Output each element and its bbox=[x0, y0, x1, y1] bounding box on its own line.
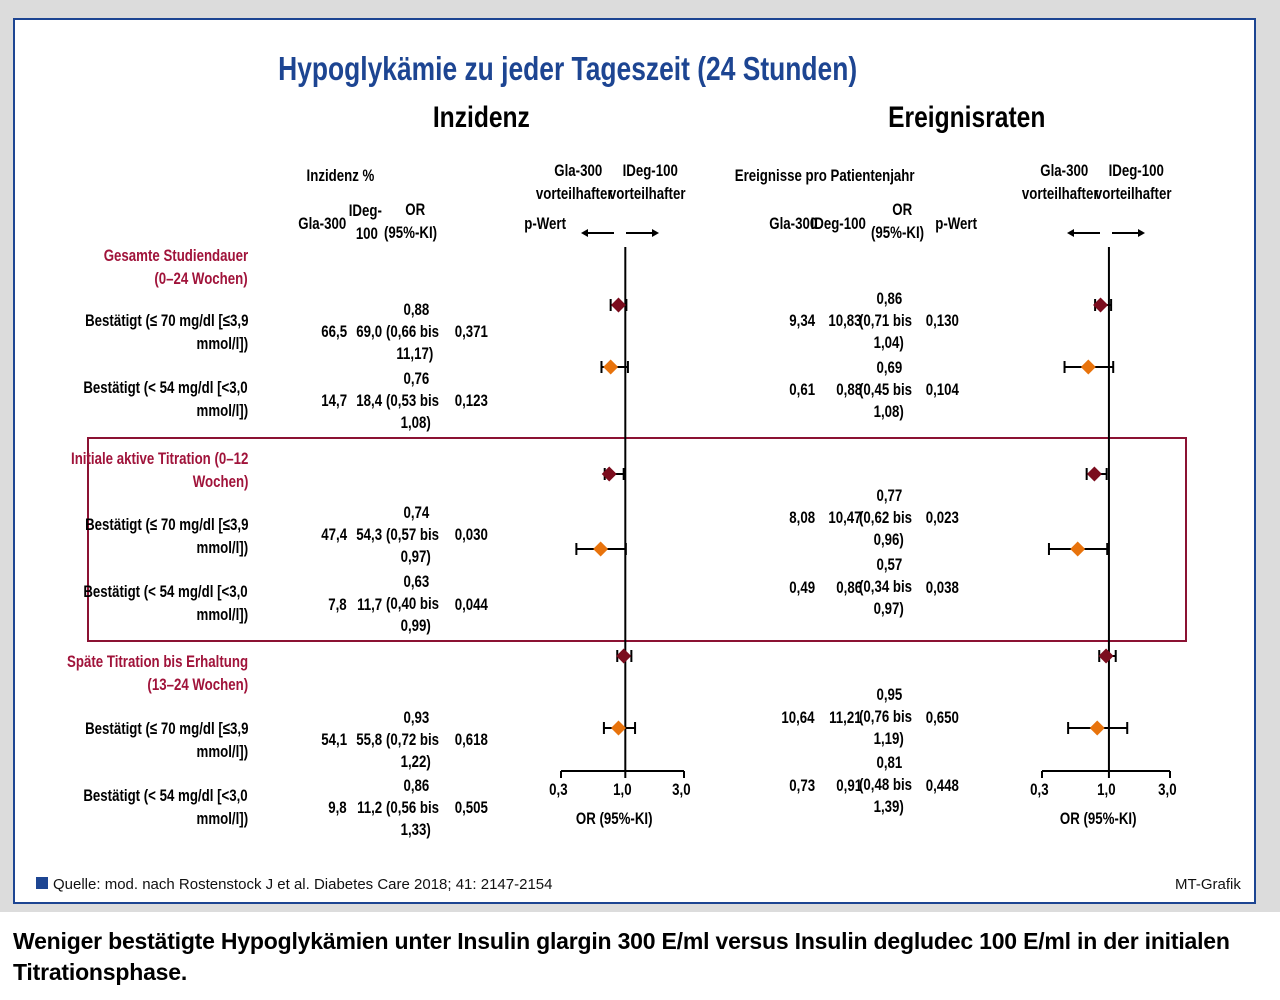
rate-or-value: (0,71 bis bbox=[858, 311, 913, 330]
favors-ideg100-label: IDeg-100 bbox=[622, 161, 678, 180]
rate-ideg100-value: 11,21 bbox=[829, 708, 862, 727]
header-or-ci: (95%-KI) bbox=[383, 223, 438, 242]
odds-ratio-marker bbox=[611, 721, 626, 736]
x-tick-label: 0,3 bbox=[549, 780, 568, 799]
arrow-left-icon bbox=[1067, 229, 1074, 237]
rate-or-value: (0,34 bis bbox=[858, 577, 913, 596]
incidence-gla300-value: 7,8 bbox=[328, 595, 347, 614]
highlight-box bbox=[88, 438, 1186, 641]
row-label: mmol/l]) bbox=[196, 605, 248, 624]
row-label: mmol/l]) bbox=[196, 401, 248, 420]
rate-or-value: 0,81 bbox=[876, 753, 903, 772]
odds-ratio-marker bbox=[593, 542, 608, 557]
row-label: Bestätigt (< 54 mg/dl [<3,0 bbox=[83, 378, 248, 397]
x-tick-label: 1,0 bbox=[1097, 780, 1116, 799]
panel-title-rates: Ereignisraten bbox=[888, 101, 1046, 134]
incidence-or-value: 0,86 bbox=[403, 776, 430, 795]
rate-gla300-value: 8,08 bbox=[789, 508, 815, 527]
group-label: Wochen) bbox=[192, 472, 248, 491]
group-label: Initiale aktive Titration (0–12 bbox=[70, 449, 248, 468]
row-label: Bestätigt (≤ 70 mg/dl [≤3,9 bbox=[84, 515, 248, 534]
header-or: OR bbox=[892, 200, 913, 219]
header-gla300: Gla-300 bbox=[769, 214, 818, 233]
odds-ratio-marker bbox=[1081, 360, 1096, 375]
incidence-p-value: 0,123 bbox=[454, 391, 488, 410]
rate-or-value: 1,04) bbox=[873, 333, 904, 352]
row-label: Bestätigt (< 54 mg/dl [<3,0 bbox=[83, 786, 248, 805]
rate-p-value: 0,448 bbox=[925, 776, 959, 795]
row-label: mmol/l]) bbox=[196, 809, 248, 828]
panel-title-incidence: Inzidenz bbox=[432, 101, 530, 134]
group-label: (13–24 Wochen) bbox=[147, 675, 248, 694]
header-p-value: p-Wert bbox=[524, 214, 566, 233]
rate-or-value: (0,45 bis bbox=[858, 380, 913, 399]
rate-p-value: 0,130 bbox=[925, 311, 959, 330]
rate-or-value: 0,97) bbox=[873, 599, 904, 618]
arrow-right-icon bbox=[652, 229, 659, 237]
odds-ratio-marker bbox=[603, 360, 618, 375]
incidence-ideg100-value: 18,4 bbox=[356, 391, 382, 410]
source-note bbox=[37, 876, 552, 893]
favors-ideg100-label: IDeg-100 bbox=[1108, 161, 1164, 180]
odds-ratio-marker bbox=[616, 649, 631, 664]
rate-p-value: 0,023 bbox=[925, 508, 959, 527]
x-tick-label: 3,0 bbox=[672, 780, 691, 799]
arrow-left-icon bbox=[581, 229, 588, 237]
incidence-or-value: 11,17) bbox=[396, 344, 434, 363]
incidence-or-value: (0,72 bis bbox=[385, 730, 440, 749]
rate-or-value: 0,95 bbox=[876, 685, 903, 704]
row-label: Bestätigt (< 54 mg/dl [<3,0 bbox=[83, 582, 248, 601]
rate-gla300-value: 9,34 bbox=[789, 311, 815, 330]
header-gla300: Gla-300 bbox=[298, 214, 347, 233]
header-p-value: p-Wert bbox=[935, 214, 977, 233]
header-incidence-percent: Inzidenz % bbox=[306, 166, 375, 185]
rate-or-value: 0,69 bbox=[876, 358, 903, 377]
header-or: OR bbox=[405, 200, 426, 219]
x-axis-label: OR (95%-KI) bbox=[1059, 809, 1137, 828]
incidence-gla300-value: 66,5 bbox=[321, 322, 347, 341]
incidence-p-value: 0,044 bbox=[454, 595, 488, 614]
header-ideg100: 100 bbox=[355, 224, 378, 243]
incidence-gla300-value: 14,7 bbox=[321, 391, 347, 410]
odds-ratio-marker bbox=[1099, 649, 1114, 664]
rate-ideg100-value: 10,83 bbox=[828, 311, 862, 330]
chart-title: Hypoglykämie zu jeder Tageszeit (24 Stunden) bbox=[278, 50, 858, 87]
favors-gla300-label: Gla-300 bbox=[1040, 161, 1089, 180]
incidence-or-value: 1,22) bbox=[400, 752, 431, 771]
incidence-ideg100-value: 55,8 bbox=[356, 730, 382, 749]
row-label: Bestätigt (≤ 70 mg/dl [≤3,9 bbox=[84, 311, 248, 330]
incidence-p-value: 0,618 bbox=[454, 730, 488, 749]
rate-or-value: (0,76 bis bbox=[858, 707, 913, 726]
incidence-gla300-value: 47,4 bbox=[321, 525, 347, 544]
favors-ideg100-label: vorteilhafter bbox=[608, 184, 686, 203]
rate-gla300-value: 0,49 bbox=[789, 578, 815, 597]
rate-ideg100-value: 0,88 bbox=[836, 380, 862, 399]
incidence-or-value: 0,93 bbox=[403, 708, 430, 727]
group-label: (0–24 Wochen) bbox=[154, 269, 248, 288]
credit-text: MT-Grafik bbox=[1175, 876, 1241, 893]
rate-ideg100-value: 10,47 bbox=[828, 508, 862, 527]
group-label: Späte Titration bis Erhaltung bbox=[67, 652, 248, 671]
rate-or-value: 0,77 bbox=[876, 486, 903, 505]
incidence-ideg100-value: 54,3 bbox=[356, 525, 382, 544]
arrow-right-icon bbox=[1138, 229, 1145, 237]
rate-gla300-value: 0,61 bbox=[789, 380, 815, 399]
rate-or-value: 0,57 bbox=[876, 555, 903, 574]
incidence-or-value: 1,33) bbox=[400, 820, 431, 839]
x-tick-label: 1,0 bbox=[613, 780, 632, 799]
row-label: Bestätigt (≤ 70 mg/dl [≤3,9 bbox=[84, 719, 248, 738]
rate-or-value: (0,62 bis bbox=[858, 508, 913, 527]
incidence-or-value: 1,08) bbox=[400, 413, 431, 432]
x-tick-label: 0,3 bbox=[1030, 780, 1049, 799]
row-label: mmol/l]) bbox=[196, 742, 248, 761]
rate-or-value: (0,48 bis bbox=[858, 775, 913, 794]
incidence-or-value: (0,66 bis bbox=[385, 322, 440, 341]
favors-gla300-label: vorteilhafter bbox=[1021, 184, 1099, 203]
odds-ratio-marker bbox=[1090, 721, 1105, 736]
incidence-ideg100-value: 69,0 bbox=[356, 322, 382, 341]
rate-p-value: 0,650 bbox=[925, 708, 959, 727]
favors-gla300-label: Gla-300 bbox=[554, 161, 603, 180]
rate-or-value: 1,39) bbox=[873, 797, 904, 816]
rate-p-value: 0,104 bbox=[925, 380, 959, 399]
rate-gla300-value: 10,64 bbox=[781, 708, 815, 727]
x-axis-label: OR (95%-KI) bbox=[576, 809, 653, 828]
incidence-p-value: 0,371 bbox=[454, 322, 488, 341]
group-label: Gesamte Studiendauer bbox=[103, 246, 248, 265]
rate-or-value: 1,08) bbox=[873, 402, 904, 421]
incidence-p-value: 0,505 bbox=[454, 798, 488, 817]
incidence-or-value: (0,57 bis bbox=[385, 525, 440, 544]
incidence-or-value: 0,99) bbox=[400, 616, 431, 635]
incidence-or-value: (0,56 bis bbox=[385, 798, 440, 817]
favors-ideg100-label: vorteilhafter bbox=[1094, 184, 1172, 203]
odds-ratio-marker bbox=[1087, 467, 1102, 482]
incidence-or-value: 0,74 bbox=[403, 503, 430, 522]
incidence-or-value: 0,76 bbox=[403, 369, 430, 388]
header-ideg100: IDeg- bbox=[348, 201, 382, 220]
row-label: mmol/l]) bbox=[196, 538, 248, 557]
figure-caption: Weniger bestätigte Hypoglykämien unter Insulin glargin 300 E/ml versus Insulin degludec 100 E/ml in der initialen Titrationsphase. bbox=[13, 928, 1230, 985]
incidence-gla300-value: 54,1 bbox=[321, 730, 347, 749]
rate-or-value: 0,96) bbox=[873, 530, 904, 549]
odds-ratio-marker bbox=[611, 298, 626, 313]
incidence-p-value: 0,030 bbox=[454, 525, 488, 544]
incidence-or-value: 0,88 bbox=[403, 300, 430, 319]
source-text: Quelle: mod. nach Rostenstock J et al. Diabetes Care 2018; 41: 2147-2154 bbox=[53, 876, 553, 893]
rate-or-value: 1,19) bbox=[873, 729, 904, 748]
incidence-or-value: (0,40 bis bbox=[385, 594, 440, 613]
rate-or-value: 0,86 bbox=[876, 289, 903, 308]
rate-ideg100-value: 0,86 bbox=[836, 578, 862, 597]
incidence-or-value: 0,97) bbox=[400, 547, 431, 566]
header-events-per-patient-year: Ereignisse pro Patientenjahr bbox=[734, 166, 915, 185]
odds-ratio-marker bbox=[1070, 542, 1085, 557]
rate-ideg100-value: 0,91 bbox=[836, 776, 862, 795]
header-ideg100: IDeg-100 bbox=[810, 214, 866, 233]
header-or-ci: (95%-KI) bbox=[870, 223, 925, 242]
rate-p-value: 0,038 bbox=[925, 578, 959, 597]
incidence-or-value: 0,63 bbox=[403, 572, 430, 591]
incidence-gla300-value: 9,8 bbox=[328, 798, 347, 817]
incidence-ideg100-value: 11,2 bbox=[356, 798, 382, 817]
incidence-or-value: (0,53 bis bbox=[385, 391, 440, 410]
x-tick-label: 3,0 bbox=[1158, 780, 1177, 799]
row-label: mmol/l]) bbox=[196, 334, 248, 353]
favors-gla300-label: vorteilhafter bbox=[535, 184, 613, 203]
incidence-ideg100-value: 11,7 bbox=[356, 595, 382, 614]
rate-gla300-value: 0,73 bbox=[789, 776, 815, 795]
